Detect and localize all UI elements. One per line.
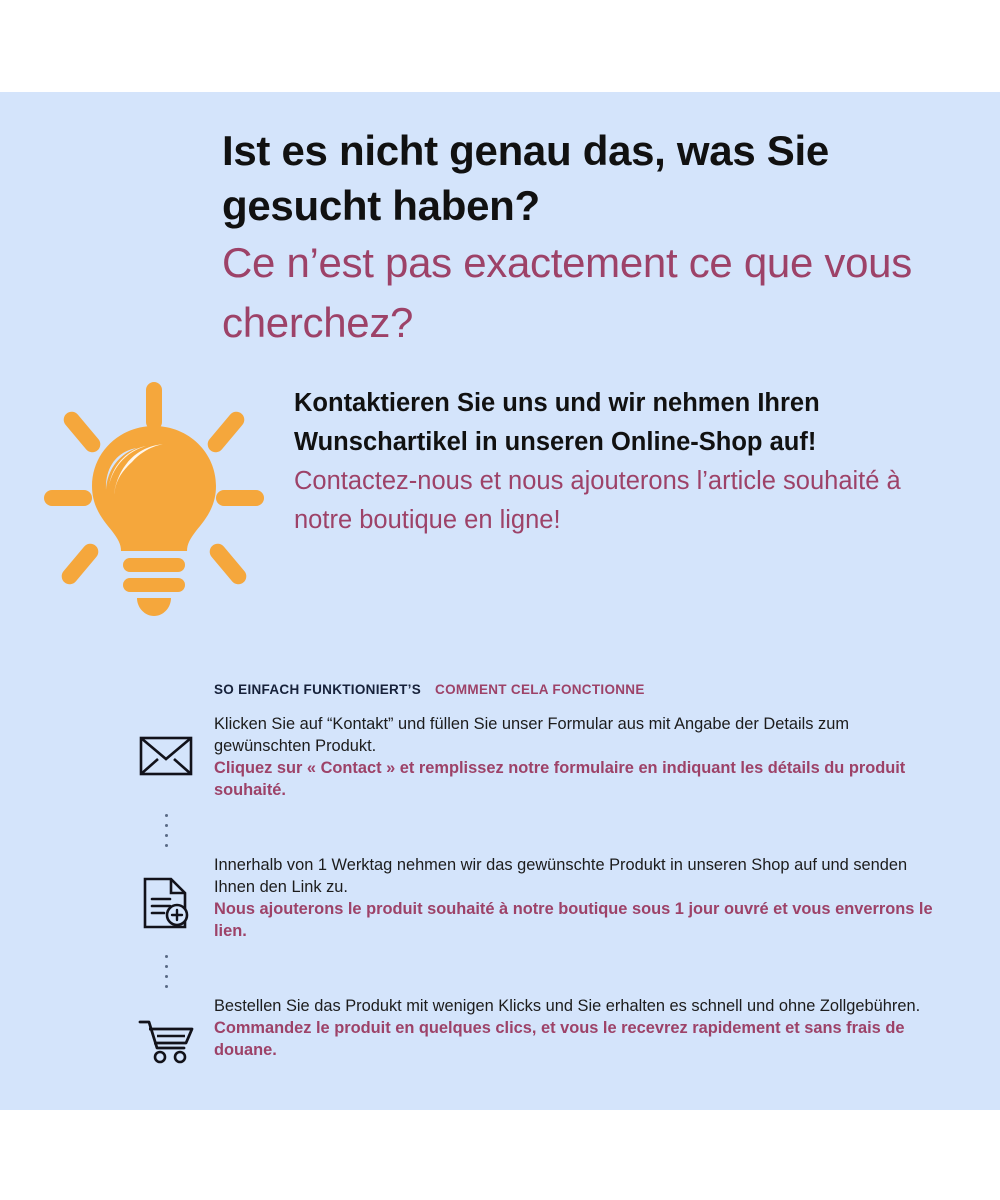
step-connector [118, 808, 948, 853]
step-text-german: Innerhalb von 1 Werktag nehmen wir das gewünschte Produkt in unseren Shop auf und senden Ihnen den Link zu. [214, 856, 908, 896]
connector-dot [165, 834, 168, 837]
step-item [118, 712, 948, 808]
step-text-french: Cliquez sur « Contact » et remplissez notre formulaire en indiquant les détails du produit souhaité. [214, 758, 906, 799]
step-item [118, 853, 948, 949]
subheadline-block [294, 384, 934, 540]
shopping-cart-icon [118, 994, 214, 1064]
step-text-german: Bestellen Sie das Produkt mit wenigen Klicks und Sie erhalten es schnell und ohne Zollgebühren. [214, 997, 921, 1015]
step-text [214, 712, 948, 802]
step-connector [118, 949, 948, 994]
envelope-icon [118, 712, 214, 776]
promo-banner [0, 92, 1000, 1110]
step-text-french: Commandez le produit en quelques clics, et vous le recevrez rapidement et sans frais de douane. [214, 1018, 905, 1059]
howto-title-german: SO EINFACH FUNKTIONIERT’S [214, 682, 422, 697]
connector-dot [165, 965, 168, 968]
headline-block [222, 124, 922, 352]
lightbulb-icon [38, 382, 268, 622]
step-item [118, 994, 948, 1090]
connector-dot [165, 824, 168, 827]
step-text-french: Nous ajouterons le produit souhaité à notre boutique sous 1 jour ouvré et vous enverrons le lien. [214, 899, 933, 940]
connector-dot [165, 985, 168, 988]
steps-list [118, 712, 948, 1090]
connector-dot [165, 814, 168, 817]
subheadline-french: Contactez-nous et nous ajouterons l’article souhaité à notre boutique en ligne! [294, 467, 901, 534]
step-text-german: Klicken Sie auf “Kontakt” und füllen Sie unser Formular aus mit Angabe der Details zum gewünschten Produkt. [214, 715, 849, 755]
subheadline-german: Kontaktieren Sie uns und wir nehmen Ihren Wunschartikel in unseren Online-Shop auf! [294, 389, 820, 456]
step-text [214, 994, 948, 1062]
step-text [214, 853, 948, 943]
headline-german: Ist es nicht genau das, was Sie gesucht haben? [222, 127, 829, 229]
document-add-icon [118, 853, 214, 929]
howto-title [214, 682, 645, 697]
connector-dot [165, 975, 168, 978]
connector-dot [165, 844, 168, 847]
howto-title-french: COMMENT CELA FONCTIONNE [435, 682, 645, 697]
headline-french: Ce n’est pas exactement ce que vous cherchez? [222, 239, 912, 346]
connector-dot [165, 955, 168, 958]
